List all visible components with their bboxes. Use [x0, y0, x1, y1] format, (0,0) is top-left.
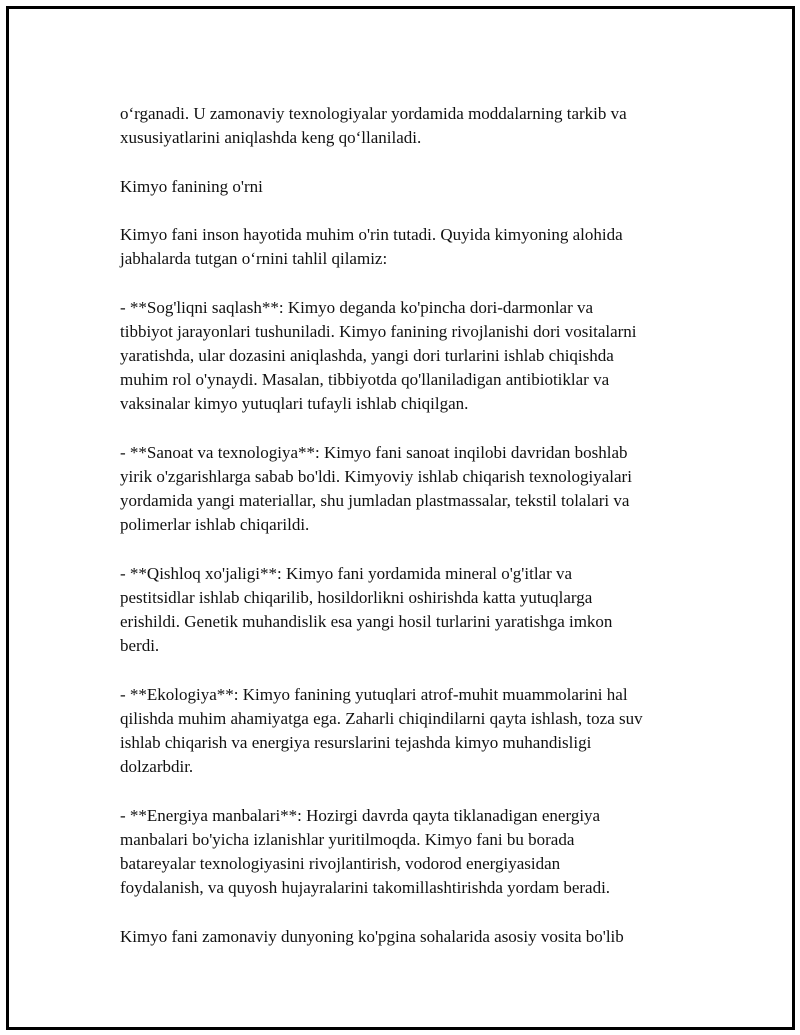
paragraph-intro-continuation: [120, 102, 720, 150]
text-line: yordamida yangi materiallar, shu jumladan plastmassalar, tekstil tolalari va: [120, 491, 630, 511]
text-line: vaksinalar kimyo yutuqlari tufayli ishlab chiqilgan.: [120, 394, 469, 414]
text-line: yaratishda, ular dozasini aniqlashda, yangi dori turlarini ishlab chiqishda: [120, 345, 614, 365]
paragraph-ecology: [120, 683, 720, 780]
paragraph-industry: [120, 441, 720, 538]
text-line: - **Sog'liqni saqlash**: Kimyo deganda ko'pincha dori-darmonlar va: [120, 297, 594, 317]
text-line: Kimyo fani zamonaviy dunyoning ko'pgina sohalarida asosiy vosita bo'lib: [120, 926, 624, 946]
paragraph-overview: [120, 223, 720, 271]
text-line: ishlab chiqarish va energiya resurslarini tejashda kimyo muhandisligi: [120, 733, 592, 753]
document-page: [6, 6, 795, 1030]
text-line: xususiyatlarini aniqlashda keng qo‘llaniladi.: [120, 128, 422, 148]
text-line: tibbiyot jarayonlari tushuniladi. Kimyo fanining rivojlanishi dori vositalarni: [120, 321, 637, 341]
paragraph-agriculture: [120, 562, 720, 659]
text-line: - **Sanoat va texnologiya**: Kimyo fani sanoat inqilobi davridan boshlab: [120, 442, 628, 462]
text-line: manbalari bo'yicha izlanishlar yuritilmoqda. Kimyo fani bu borada: [120, 829, 575, 849]
text-line: muhim rol o'ynaydi. Masalan, tibbiyotda qo'llaniladigan antibiotiklar va: [120, 370, 610, 390]
text-line: pestitsidlar ishlab chiqarilib, hosildorlikni oshirishda katta yutuqlarga: [120, 587, 593, 607]
text-line: berdi.: [120, 636, 160, 656]
section-heading: [120, 175, 720, 199]
text-line: polimerlar ishlab chiqarildi.: [120, 515, 310, 535]
text-line: - **Ekologiya**: Kimyo fanining yutuqlari atrof-muhit muammolarini hal: [120, 684, 628, 704]
text-line: - **Qishloq xo'jaligi**: Kimyo fani yordamida mineral o'g'itlar va: [120, 563, 573, 583]
text-line: qilishda muhim ahamiyatga ega. Zaharli chiqindilarni qayta ishlash, toza suv: [120, 708, 643, 728]
text-line: Kimyo fani inson hayotida muhim o'rin tutadi. Quyida kimyoning alohida: [120, 224, 623, 244]
paragraph-conclusion: [120, 925, 720, 949]
text-line: erishildi. Genetik muhandislik esa yangi hosil turlarini yaratishga imkon: [120, 612, 613, 632]
text-line: foydalanish, va quyosh hujayralarini takomillashtirishda yordam beradi.: [120, 878, 611, 898]
text-line: batareyalar texnologiyasini rivojlantirish, vodorod energiyasidan: [120, 854, 561, 874]
paragraph-health: [120, 296, 720, 417]
text-line: o‘rganadi. U zamonaviy texnologiyalar yordamida moddalarning tarkib va: [120, 104, 627, 123]
text-line: jabhalarda tutgan o‘rnini tahlil qilamiz:: [120, 249, 388, 269]
heading-line: Kimyo fanining o'rni: [120, 176, 263, 196]
text-line: - **Energiya manbalari**: Hozirgi davrda qayta tiklanadigan energiya: [120, 805, 601, 825]
text-line: yirik o'zgarishlarga sabab bo'ldi. Kimyoviy ishlab chiqarish texnologiyalari: [120, 466, 632, 486]
text-line: dolzarbdir.: [120, 757, 194, 777]
document-body: [120, 102, 720, 949]
paragraph-energy: [120, 804, 720, 901]
